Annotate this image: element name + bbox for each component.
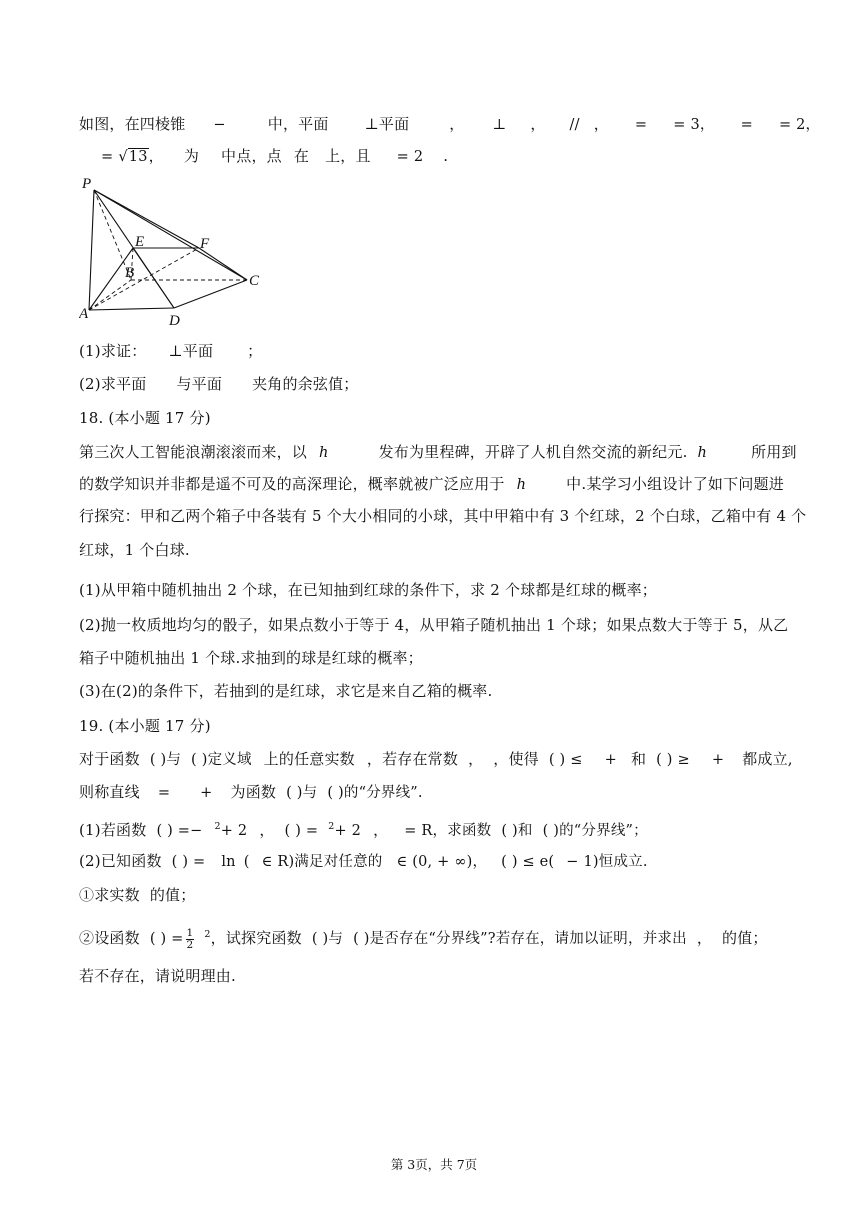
- edge-PA: [89, 190, 94, 310]
- p18-line-3: 行探究：甲和乙两个箱子中各装有 5 个大小相同的小球，其中甲箱中有 3 个红球，2 个白球，乙箱中有 4 个: [79, 507, 807, 525]
- p19-question-2-1: ①求实数 的值；: [79, 886, 196, 904]
- label-C: C: [249, 273, 260, 289]
- p18-header: 18. (本小题 17 分): [79, 409, 211, 427]
- edge-ED: [133, 248, 174, 308]
- edge-AF: [89, 248, 199, 310]
- p19-question-2-2-line1: ②设函数 ( ) = $\frac{1}{2}$ $^2$，试探究函数 ( )与 ( )是否存在“分界线”?若存在，请加以证明，并求出 ， 的值；: [79, 926, 768, 951]
- p19-question-1: (1)若函数 ( ) =− $^2$+ 2 ， ( ) = $^2$+ 2 ， = R，求函数 ( )和 ( )的“分界线”；: [79, 821, 648, 839]
- label-F: F: [200, 236, 210, 252]
- edge-DC: [174, 280, 247, 308]
- label-E: E: [135, 234, 145, 250]
- p17-intro-line2: = √13， 为 中点，点 在 上，且 = 2 .: [101, 147, 449, 165]
- p18-line-1: 第三次人工智能浪潮滚滚而来，以 h 发布为里程碑，开辟了人机自然交流的新纪元. h 所用到: [79, 443, 797, 461]
- pyramid-figure: [79, 176, 269, 328]
- p18-line-2: 的数学知识并非都是遥不可及的高深理论，概率就被广泛应用于 h 中.某学习小组设计了如下问题进: [79, 475, 784, 493]
- label-D: D: [169, 313, 180, 328]
- label-A: A: [79, 306, 89, 322]
- edge-AD: [89, 308, 174, 310]
- p19-question-2: (2)已知函数 ( ) = ln ( ∈ R)满足对任意的 ∈ (0, + ∞)， ( ) ≤ e( − 1)恒成立.: [79, 852, 648, 870]
- fraction-one-half: $\frac{1}{2}$: [186, 926, 194, 951]
- p18-question-1: (1)从甲箱中随机抽出 2 个球，在已知抽到红球的条件下，求 2 个球都是红球的概率；: [79, 581, 658, 599]
- p17-question-1: (1)求证： ⊥平面 ；: [79, 342, 263, 360]
- p18-line-4: 红球，1 个白球.: [79, 541, 190, 559]
- p19-question-2-2-line2: 若不存在，请说明理由.: [79, 967, 236, 985]
- p19-line-1: 对于函数 ( )与 ( )定义域 上的任意实数 ，若存在常数 ， ，使得 ( ) ≤ + 和 ( ) ≥ + 都成立,: [79, 750, 793, 768]
- p18-question-3: (3)在(2)的条件下，若抽到的是红球，求它是来自乙箱的概率.: [79, 682, 493, 700]
- p19-line-2: 则称直线 = + 为函数 ( )与 ( )的“分界线”.: [79, 783, 423, 801]
- label-P: P: [82, 176, 92, 192]
- edge-FC: [199, 248, 247, 280]
- p19-header: 19. (本小题 17 分): [79, 717, 211, 735]
- edge-AB: [89, 280, 131, 310]
- p18-question-2-line2: 箱子中随机抽出 1 个球.求抽到的球是红球的概率；: [79, 649, 423, 667]
- p17-question-2: (2)求平面 与平面 夹角的余弦值；: [79, 375, 359, 393]
- label-B: B: [125, 265, 135, 281]
- p18-question-2-line1: (2)抛一枚质地均匀的骰子，如果点数小于等于 4，从甲箱子随机抽出 1 个球；如果点数大于等于 5，从乙: [79, 616, 789, 634]
- p17-intro-line1: 如图，在四棱锥 − 中，平面 ⊥平面 ， ⊥ ， // ， = = 3， = = 2，: [79, 115, 821, 133]
- edge-PC: [94, 190, 247, 280]
- edge-PF: [94, 190, 199, 248]
- page-footer: 第 3页，共 7页: [390, 1157, 478, 1172]
